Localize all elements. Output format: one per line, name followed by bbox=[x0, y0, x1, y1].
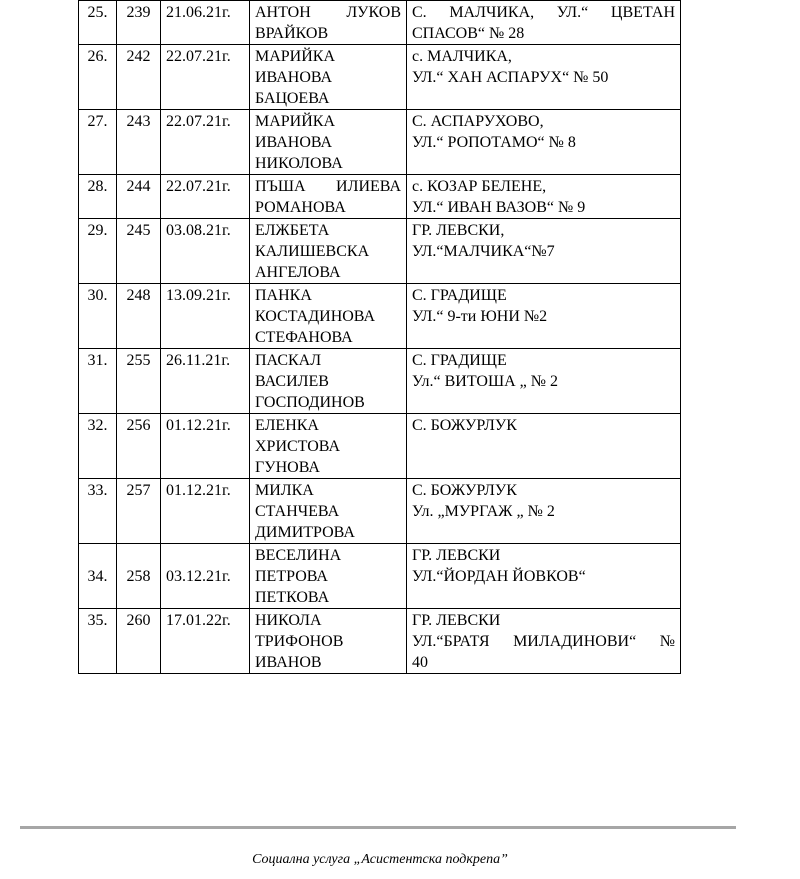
record-date: 22.07.21г. bbox=[161, 110, 250, 175]
address bbox=[407, 175, 681, 219]
record-id: 248 bbox=[117, 284, 161, 349]
name-line: СТАНЧЕВА bbox=[255, 503, 340, 520]
address-line: УЛ.“МАЛЧИКА“№7 bbox=[412, 243, 555, 260]
name-line: ХРИСТОВА bbox=[255, 438, 341, 455]
address-line: С. АСПАРУХОВО, bbox=[412, 113, 544, 130]
record-id: 242 bbox=[117, 45, 161, 110]
address bbox=[407, 609, 681, 674]
address-line: УЛ.“ ИВАН ВАЗОВ“ № 9 bbox=[412, 199, 586, 216]
table-row bbox=[79, 110, 681, 175]
table-row bbox=[79, 544, 681, 609]
row-number: 25. bbox=[79, 1, 117, 45]
person-name bbox=[250, 349, 407, 414]
address-line: С. ГРАДИЩЕ bbox=[412, 352, 507, 369]
address-line: УЛ.“БРАТЯ МИЛАДИНОВИ“ № bbox=[412, 633, 675, 650]
record-id: 239 bbox=[117, 1, 161, 45]
table-row bbox=[79, 349, 681, 414]
record-id: 255 bbox=[117, 349, 161, 414]
row-number: 27. bbox=[79, 110, 117, 175]
record-date: 01.12.21г. bbox=[161, 414, 250, 479]
name-line: АНГЕЛОВА bbox=[255, 264, 341, 281]
table-row bbox=[79, 45, 681, 110]
name-line: МАРИЙКА bbox=[255, 113, 336, 130]
address-line: ГР. ЛЕВСКИ bbox=[412, 612, 501, 629]
footer-divider bbox=[20, 826, 736, 829]
record-date: 22.07.21г. bbox=[161, 45, 250, 110]
person-name bbox=[250, 544, 407, 609]
name-line: КОСТАДИНОВА bbox=[255, 308, 376, 325]
name-line: МИЛКА bbox=[255, 482, 314, 499]
beneficiaries-table bbox=[78, 0, 681, 674]
record-id: 243 bbox=[117, 110, 161, 175]
address-line: УЛ.“ЙОРДАН ЙОВКОВ“ bbox=[412, 568, 586, 585]
table-row bbox=[79, 479, 681, 544]
address bbox=[407, 45, 681, 110]
record-id: 260 bbox=[117, 609, 161, 674]
name-line: СТЕФАНОВА bbox=[255, 329, 353, 346]
person-name bbox=[250, 414, 407, 479]
name-line: ПЕТРОВА bbox=[255, 568, 328, 585]
address bbox=[407, 110, 681, 175]
person-name bbox=[250, 110, 407, 175]
person-name bbox=[250, 609, 407, 674]
person-name bbox=[250, 175, 407, 219]
record-date: 17.01.22г. bbox=[161, 609, 250, 674]
name-line: ВРАЙКОВ bbox=[255, 25, 329, 42]
person-name bbox=[250, 1, 407, 45]
record-date: 03.08.21г. bbox=[161, 219, 250, 284]
name-line: КАЛИШЕВСКА bbox=[255, 243, 370, 260]
name-line: ГУНОВА bbox=[255, 459, 320, 476]
address-line: ГР. ЛЕВСКИ bbox=[412, 547, 501, 564]
record-id: 245 bbox=[117, 219, 161, 284]
name-line: ПАСКАЛ bbox=[255, 352, 322, 369]
row-number: 28. bbox=[79, 175, 117, 219]
address-line: С. МАЛЧИКА, УЛ.“ ЦВЕТАН bbox=[412, 4, 675, 21]
address-line: С. БОЖУРЛУК bbox=[412, 417, 517, 434]
name-line: ИВАНОВ bbox=[255, 654, 322, 671]
row-number: 32. bbox=[79, 414, 117, 479]
address-line: Ул. „МУРГАЖ „ № 2 bbox=[412, 503, 555, 520]
name-line: ГОСПОДИНОВ bbox=[255, 394, 365, 411]
person-name bbox=[250, 479, 407, 544]
record-id: 258 bbox=[117, 544, 161, 609]
row-number: 34. bbox=[79, 544, 117, 609]
table-row bbox=[79, 1, 681, 45]
table-row bbox=[79, 414, 681, 479]
address-line: ГР. ЛЕВСКИ, bbox=[412, 222, 505, 239]
address-line: УЛ.“ 9-ти ЮНИ №2 bbox=[412, 308, 548, 325]
name-line: ПЕТКОВА bbox=[255, 589, 330, 606]
table-row bbox=[79, 175, 681, 219]
record-date: 01.12.21г. bbox=[161, 479, 250, 544]
row-number: 26. bbox=[79, 45, 117, 110]
name-line: БАЦОЕВА bbox=[255, 90, 330, 107]
address-line: С. ГРАДИЩЕ bbox=[412, 287, 507, 304]
address-line: УЛ.“ РОПОТАМО“ № 8 bbox=[412, 134, 576, 151]
address-line: СПАСОВ“ № 28 bbox=[412, 25, 525, 42]
address-line: 40 bbox=[412, 654, 428, 671]
name-line: ВАСИЛЕВ bbox=[255, 373, 329, 390]
name-line: ИВАНОВА bbox=[255, 134, 333, 151]
address bbox=[407, 479, 681, 544]
name-line: МАРИЙКА bbox=[255, 48, 336, 65]
name-line: ВЕСЕЛИНА bbox=[255, 547, 342, 564]
record-id: 256 bbox=[117, 414, 161, 479]
name-line: РОМАНОВА bbox=[255, 199, 346, 216]
record-date: 21.06.21г. bbox=[161, 1, 250, 45]
name-line: НИКОЛОВА bbox=[255, 155, 343, 172]
record-date: 03.12.21г. bbox=[161, 544, 250, 609]
table-row bbox=[79, 609, 681, 674]
footer-caption: Социална услуга „Асистентска подкрепа” bbox=[252, 852, 508, 867]
row-number: 33. bbox=[79, 479, 117, 544]
name-line: ЕЛЕНКА bbox=[255, 417, 319, 434]
row-number: 35. bbox=[79, 609, 117, 674]
address-line: с. МАЛЧИКА, bbox=[412, 48, 512, 65]
address-line: с. КОЗАР БЕЛЕНЕ, bbox=[412, 178, 547, 195]
name-line: НИКОЛА bbox=[255, 612, 322, 629]
person-name bbox=[250, 45, 407, 110]
address bbox=[407, 544, 681, 609]
row-number: 29. bbox=[79, 219, 117, 284]
name-line: ДИМИТРОВА bbox=[255, 524, 355, 541]
address bbox=[407, 219, 681, 284]
address bbox=[407, 349, 681, 414]
name-line: ПЪША ИЛИЕВА bbox=[255, 178, 401, 195]
record-date: 22.07.21г. bbox=[161, 175, 250, 219]
address bbox=[407, 1, 681, 45]
person-name bbox=[250, 284, 407, 349]
table-row bbox=[79, 284, 681, 349]
name-line: ИВАНОВА bbox=[255, 69, 333, 86]
address bbox=[407, 284, 681, 349]
name-line: ЕЛЖБЕТА bbox=[255, 222, 330, 239]
record-date: 13.09.21г. bbox=[161, 284, 250, 349]
table-body bbox=[79, 1, 681, 674]
address bbox=[407, 414, 681, 479]
table-row bbox=[79, 219, 681, 284]
name-line: АНТОН ЛУКОВ bbox=[255, 4, 401, 21]
row-number: 31. bbox=[79, 349, 117, 414]
name-line: ТРИФОНОВ bbox=[255, 633, 344, 650]
person-name bbox=[250, 219, 407, 284]
record-id: 257 bbox=[117, 479, 161, 544]
address-line: Ул.“ ВИТОША „ № 2 bbox=[412, 373, 559, 390]
row-number: 30. bbox=[79, 284, 117, 349]
record-date: 26.11.21г. bbox=[161, 349, 250, 414]
address-line: С. БОЖУРЛУК bbox=[412, 482, 517, 499]
record-id: 244 bbox=[117, 175, 161, 219]
address-line: УЛ.“ ХАН АСПАРУХ“ № 50 bbox=[412, 69, 609, 86]
name-line: ПАНКА bbox=[255, 287, 312, 304]
